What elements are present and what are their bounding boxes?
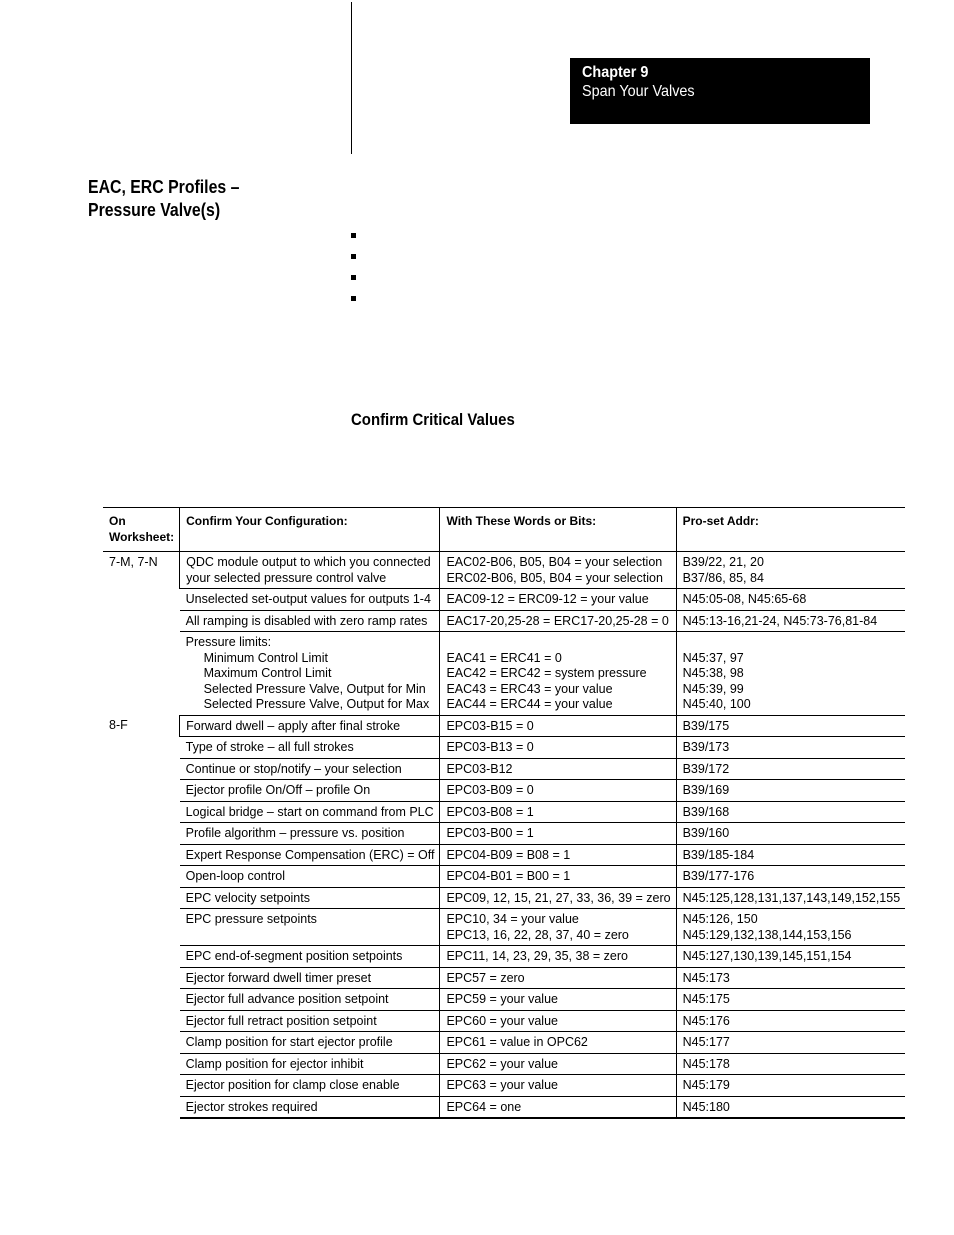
words-text: EPC03-B08 = 1 (446, 804, 534, 819)
words-cell (440, 1032, 676, 1054)
addr-cell (676, 780, 905, 802)
chapter-header (570, 58, 870, 124)
addr-text: N45:173 (682, 970, 730, 985)
words-text: EPC03-B00 = 1 (446, 826, 534, 840)
addr-text: B39/175 (682, 718, 730, 733)
config-text: Open-loop control (185, 869, 285, 883)
section-title-line1: EAC, ERC Profiles – (88, 177, 240, 197)
section-title-line2: Pressure Valve(s) (88, 200, 221, 220)
addr-cell (676, 887, 905, 909)
addr-text: N45:37, 97 (682, 650, 744, 665)
words-text: EPC03-B09 = 0 (446, 783, 534, 797)
config-text: Profile algorithm – pressure vs. position (185, 826, 405, 840)
config-cell (180, 866, 440, 888)
words-cell (440, 737, 676, 759)
table-row (103, 801, 905, 823)
words-cell (440, 589, 676, 611)
words-cell (440, 610, 676, 632)
config-text: Expert Response Compensation (ERC) = Off (185, 847, 435, 862)
table-row (103, 887, 905, 909)
words-cell (440, 801, 676, 823)
words-text: EPC11, 14, 23, 29, 35, 38 = zero (446, 949, 628, 963)
col-header-addr: Pro-set Addr: (676, 508, 905, 552)
addr-cell (676, 989, 905, 1011)
addr-text: N45:175 (682, 992, 730, 1006)
config-table (103, 507, 905, 1119)
table-row (103, 552, 905, 589)
addr-cell (676, 1096, 905, 1118)
addr-cell (676, 844, 905, 866)
config-cell (180, 632, 440, 716)
addr-cell (676, 1075, 905, 1097)
addr-cell (676, 632, 905, 716)
words-text: EPC03-B12 (446, 761, 513, 776)
addr-text: N45:180 (682, 1099, 730, 1114)
table-row (103, 1032, 905, 1054)
addr-cell (676, 946, 905, 968)
words-cell (440, 1010, 676, 1032)
words-text: EPC04-B09 = B08 = 1 (446, 847, 571, 862)
addr-text: N45:177 (682, 1035, 730, 1049)
words-cell (440, 823, 676, 845)
config-cell (180, 715, 440, 737)
config-text: Ejector full retract position setpoint (185, 1013, 377, 1028)
col-header-config: Confirm Your Configuration: (180, 508, 440, 552)
words-text: EAC02-B06, B05, B04 = your selection (446, 555, 663, 569)
config-cell (180, 967, 440, 989)
bullet-icon (351, 275, 356, 280)
words-text: EPC59 = your value (446, 992, 558, 1006)
config-text: Clamp position for ejector inhibit (185, 1056, 364, 1071)
words-text: EAC41 = ERC41 = 0 (446, 650, 562, 665)
addr-text (683, 635, 901, 651)
addr-text: N45:40, 100 (682, 697, 751, 711)
addr-cell (676, 610, 905, 632)
col-header-words: With These Words or Bits: (440, 508, 676, 552)
table-row (103, 1096, 905, 1118)
config-subitem: Selected Pressure Valve, Output for Max (203, 697, 430, 711)
table-row (103, 632, 905, 716)
addr-text: B39/168 (682, 804, 730, 819)
config-cell (180, 1096, 440, 1118)
config-text: Clamp position for start ejector profile (185, 1035, 393, 1049)
words-text: EPC13, 16, 22, 28, 37, 40 = zero (446, 927, 629, 942)
words-cell (440, 887, 676, 909)
addr-cell (676, 552, 905, 589)
config-text: EPC pressure setpoints (185, 912, 317, 926)
config-text: Unselected set-output values for outputs 1-4 (185, 592, 431, 606)
config-text: Ejector position for clamp close enable (185, 1078, 400, 1092)
config-cell (180, 1053, 440, 1075)
words-cell (440, 1053, 676, 1075)
addr-cell (676, 866, 905, 888)
addr-cell (676, 801, 905, 823)
config-cell (180, 1075, 440, 1097)
words-cell (440, 552, 676, 589)
words-cell (440, 989, 676, 1011)
config-subitem: Minimum Control Limit (203, 650, 328, 665)
addr-cell (676, 823, 905, 845)
config-text: your selected pressure control valve (186, 570, 387, 585)
words-text (446, 635, 670, 651)
words-cell (440, 758, 676, 780)
addr-text: N45:127,130,139,145,151,154 (682, 949, 852, 963)
words-cell (440, 866, 676, 888)
config-cell (180, 989, 440, 1011)
words-text: EAC42 = ERC42 = system pressure (446, 666, 647, 680)
config-cell (180, 780, 440, 802)
config-cell (180, 1010, 440, 1032)
addr-text: N45:125,128,131,137,143,149,152,155 (682, 890, 901, 905)
addr-cell (676, 1010, 905, 1032)
config-text: Pressure limits: (185, 635, 272, 649)
config-text: Ejector forward dwell timer preset (185, 970, 372, 985)
worksheet-cell (103, 715, 180, 1118)
words-text: EPC09, 12, 15, 21, 27, 33, 36, 39 = zero (446, 890, 671, 905)
table-row (103, 610, 905, 632)
config-text: All ramping is disabled with zero ramp rates (185, 613, 428, 628)
config-cell (180, 909, 440, 946)
words-text: EPC57 = zero (446, 970, 525, 985)
words-cell (440, 844, 676, 866)
addr-cell (676, 737, 905, 759)
table-row (103, 909, 905, 946)
addr-cell (676, 1053, 905, 1075)
words-text: EPC03-B15 = 0 (446, 718, 534, 733)
words-cell (440, 967, 676, 989)
col-header-worksheet: On Worksheet: (103, 508, 180, 552)
words-text: EAC44 = ERC44 = your value (446, 697, 613, 711)
config-cell (180, 610, 440, 632)
config-text: Ejector profile On/Off – profile On (185, 783, 371, 797)
addr-text: B39/185-184 (682, 847, 755, 862)
config-cell (180, 801, 440, 823)
addr-cell (676, 1032, 905, 1054)
words-cell (440, 780, 676, 802)
words-text: EPC61 = value in OPC62 (446, 1035, 588, 1049)
config-cell (180, 758, 440, 780)
addr-cell (676, 589, 905, 611)
config-cell (180, 552, 440, 589)
table-row (103, 589, 905, 611)
words-text: ERC02-B06, B05, B04 = your selection (446, 570, 663, 585)
addr-text: N45:13-16,21-24, N45:73-76,81-84 (682, 613, 878, 628)
subsection-title: Confirm Critical Values (351, 410, 515, 429)
words-cell (440, 909, 676, 946)
addr-text: N45:05-08, N45:65-68 (682, 592, 807, 606)
table-row (103, 1053, 905, 1075)
addr-cell (676, 909, 905, 946)
addr-text: N45:178 (682, 1056, 730, 1071)
table-row (103, 1010, 905, 1032)
addr-text: N45:129,132,138,144,153,156 (682, 927, 852, 942)
config-cell (180, 844, 440, 866)
chapter-label: Chapter 9 (582, 64, 649, 81)
config-text: Ejector strokes required (185, 1099, 318, 1114)
config-cell (180, 823, 440, 845)
config-cell (180, 946, 440, 968)
table-row (103, 946, 905, 968)
config-text: EPC end-of-segment position setpoints (185, 949, 403, 963)
words-text: EAC43 = ERC43 = your value (446, 681, 613, 696)
addr-text: B39/172 (682, 761, 730, 776)
table-header-row (103, 508, 905, 552)
addr-text: B39/173 (682, 740, 730, 754)
section-title (88, 176, 299, 222)
config-text: QDC module output to which you connected (186, 555, 431, 569)
words-cell (440, 632, 676, 716)
addr-cell (676, 758, 905, 780)
worksheet-ref: 8-F (109, 718, 128, 732)
words-text: EPC10, 34 = your value (446, 912, 579, 926)
vertical-rule (351, 2, 352, 154)
table-body (103, 552, 905, 1119)
words-text: EPC64 = one (446, 1099, 522, 1114)
addr-text: N45:179 (682, 1078, 730, 1092)
table-row (103, 866, 905, 888)
table-row (103, 737, 905, 759)
words-text: EPC04-B01 = B00 = 1 (446, 869, 571, 883)
chapter-title: Span Your Valves (582, 83, 695, 100)
words-text: EPC60 = your value (446, 1013, 558, 1028)
addr-text: B39/22, 21, 20 (682, 555, 764, 569)
words-cell (440, 1075, 676, 1097)
config-subitem: Maximum Control Limit (203, 666, 332, 680)
words-text: EAC17-20,25-28 = ERC17-20,25-28 = 0 (446, 613, 669, 628)
worksheet-cell (103, 552, 180, 716)
table-row (103, 844, 905, 866)
words-cell (440, 715, 676, 737)
words-text: EPC03-B13 = 0 (446, 740, 534, 754)
words-cell (440, 946, 676, 968)
bullet-list (351, 233, 356, 317)
config-cell (180, 589, 440, 611)
addr-text: B39/169 (682, 783, 730, 797)
table-row (103, 823, 905, 845)
config-text: Continue or stop/notify – your selection (185, 761, 402, 776)
bullet-icon (351, 296, 356, 301)
addr-text: N45:126, 150 (682, 912, 758, 926)
words-text: EAC09-12 = ERC09-12 = your value (446, 592, 649, 606)
addr-cell (676, 967, 905, 989)
words-text: EPC62 = your value (446, 1056, 558, 1071)
words-text: EPC63 = your value (446, 1078, 558, 1092)
config-cell (180, 737, 440, 759)
config-subitem: Selected Pressure Valve, Output for Min (203, 681, 426, 696)
table-row (103, 1075, 905, 1097)
bullet-icon (351, 233, 356, 238)
config-text: Ejector full advance position setpoint (185, 992, 389, 1006)
addr-text: N45:38, 98 (682, 666, 744, 680)
config-text: Forward dwell – apply after final stroke (186, 718, 401, 733)
addr-text: B37/86, 85, 84 (682, 570, 764, 585)
addr-text: B39/177-176 (682, 869, 755, 883)
config-text: Type of stroke – all full strokes (185, 740, 354, 754)
bullet-icon (351, 254, 356, 259)
addr-text: N45:39, 99 (682, 681, 744, 696)
addr-text: B39/160 (682, 826, 730, 840)
config-text: EPC velocity setpoints (185, 890, 310, 905)
config-text: Logical bridge – start on command from PLC (185, 804, 434, 819)
table-row (103, 989, 905, 1011)
config-cell (180, 887, 440, 909)
addr-text: N45:176 (682, 1013, 730, 1028)
table-row (103, 758, 905, 780)
table-row (103, 967, 905, 989)
table-row (103, 780, 905, 802)
table-row (103, 715, 905, 737)
config-cell (180, 1032, 440, 1054)
addr-cell (676, 715, 905, 737)
words-cell (440, 1096, 676, 1118)
worksheet-ref: 7-M, 7-N (109, 555, 158, 569)
